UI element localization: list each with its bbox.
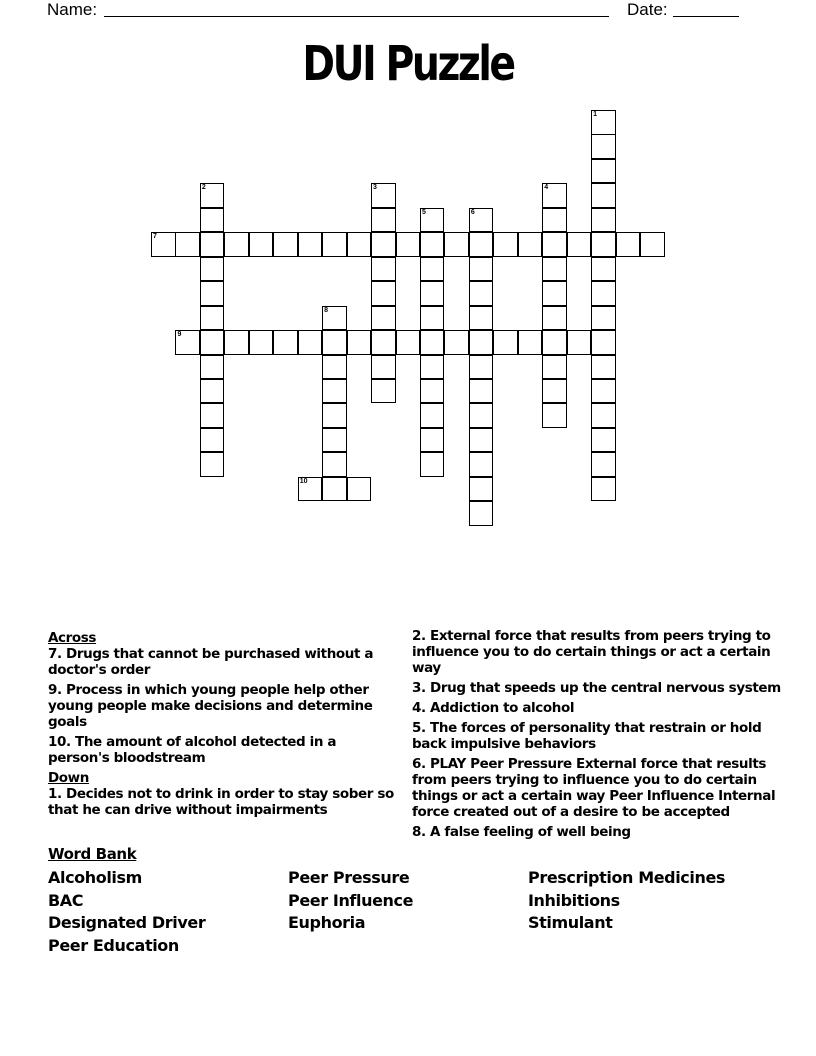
word-bank-item: Inhibitions <box>528 891 620 910</box>
grid-cell[interactable] <box>542 330 567 355</box>
grid-cell[interactable] <box>371 281 396 306</box>
grid-cell[interactable] <box>444 232 469 257</box>
clue-number: 8 <box>324 306 329 314</box>
grid-cell[interactable] <box>224 330 249 355</box>
word-bank-item: Peer Influence <box>288 891 414 910</box>
grid-cell[interactable] <box>640 232 665 257</box>
grid-cell[interactable] <box>200 306 225 331</box>
grid-cell[interactable] <box>224 232 249 257</box>
clue-number: 4 <box>544 184 549 192</box>
clue-down-1: 1. Decides not to drink in order to stay sober so that he can drive without impairments <box>48 786 394 818</box>
clues-right-column <box>412 628 782 844</box>
grid-cell[interactable] <box>347 330 372 355</box>
grid-cell[interactable] <box>542 281 567 306</box>
grid-cell[interactable] <box>469 477 494 502</box>
grid-cell[interactable] <box>420 379 445 404</box>
grid-cell[interactable] <box>200 208 225 233</box>
grid-cell[interactable] <box>200 403 225 428</box>
clue-across-9: 9. Process in which young people help other young people make decisions and determine goals <box>48 682 373 730</box>
word-bank-item: Alcoholism <box>48 868 142 887</box>
grid-cell[interactable] <box>518 330 543 355</box>
grid-cell[interactable] <box>371 232 396 257</box>
clue-number: 1 <box>593 111 597 118</box>
grid-cell[interactable] <box>200 355 225 380</box>
grid-cell[interactable] <box>542 355 567 380</box>
grid-cell[interactable] <box>273 232 298 257</box>
grid-cell[interactable] <box>591 306 616 331</box>
word-bank-item: Prescription Medicines <box>528 868 726 887</box>
grid-cell[interactable] <box>249 232 274 257</box>
clue-number: 7 <box>153 233 157 241</box>
grid-cell[interactable] <box>542 379 567 404</box>
grid-cell[interactable] <box>591 159 616 184</box>
clue-across-10: 10. The amount of alcohol detected in a person's bloodstream <box>48 734 337 766</box>
grid-cell[interactable] <box>469 403 494 428</box>
grid-cell[interactable] <box>469 208 494 233</box>
grid-cell[interactable] <box>175 232 200 257</box>
grid-cell[interactable] <box>322 477 347 502</box>
grid-cell[interactable] <box>420 257 445 282</box>
grid-cell[interactable] <box>542 183 567 208</box>
word-bank-item: Euphoria <box>288 913 366 932</box>
grid-cell[interactable] <box>371 257 396 282</box>
word-bank-item: Stimulant <box>528 913 613 932</box>
grid-cell[interactable] <box>493 232 518 257</box>
grid-cell[interactable] <box>542 257 567 282</box>
clue-number: 5 <box>421 208 426 216</box>
grid-cell[interactable] <box>396 330 421 355</box>
grid-cell[interactable] <box>469 306 494 331</box>
grid-cell[interactable] <box>567 232 592 257</box>
grid-cell[interactable] <box>322 403 347 428</box>
word-bank-item: BAC <box>48 891 84 910</box>
grid-cell[interactable] <box>542 306 567 331</box>
page-title: DUI Puzzle <box>302 36 514 92</box>
grid-cell[interactable] <box>200 379 225 404</box>
grid-cell[interactable] <box>298 232 323 257</box>
grid-cell[interactable] <box>420 355 445 380</box>
clue-number: 3 <box>373 184 377 192</box>
grid-cell[interactable] <box>591 232 616 257</box>
grid-cell[interactable] <box>469 257 494 282</box>
clue-down-4: 4. Addiction to alcohol <box>412 700 575 716</box>
grid-cell[interactable] <box>371 330 396 355</box>
clues-left-column <box>48 628 398 822</box>
clue-down-8: 8. A false feeling of well being <box>412 824 631 840</box>
grid-cell[interactable] <box>200 428 225 453</box>
grid-cell[interactable] <box>616 232 641 257</box>
grid-cell[interactable] <box>469 428 494 453</box>
grid-cell[interactable] <box>347 232 372 257</box>
word-bank-item: Designated Driver <box>48 913 206 932</box>
clue-down-3: 3. Drug that speeds up the central nervous system <box>412 680 781 696</box>
grid-cell[interactable] <box>591 379 616 404</box>
grid-cell[interactable] <box>591 257 616 282</box>
word-bank-item: Peer Pressure <box>288 868 410 887</box>
grid-cell[interactable] <box>396 232 421 257</box>
clue-down-2: 2. External force that results from peers trying to influence you to do certain things or act a certain way <box>412 628 771 676</box>
grid-cell[interactable] <box>322 330 347 355</box>
grid-cell[interactable] <box>420 428 445 453</box>
grid-cell[interactable] <box>322 306 347 331</box>
down-heading: Down <box>48 770 89 786</box>
grid-cell[interactable] <box>322 379 347 404</box>
grid-cell[interactable] <box>298 477 323 502</box>
grid-cell[interactable] <box>591 134 616 159</box>
grid-cell[interactable] <box>371 379 396 404</box>
grid-cell[interactable] <box>591 208 616 233</box>
grid-cell[interactable] <box>591 355 616 380</box>
grid-cell[interactable] <box>420 306 445 331</box>
grid-cell[interactable] <box>469 379 494 404</box>
grid-cell[interactable] <box>371 355 396 380</box>
clue-number: 6 <box>470 208 475 216</box>
grid-cell[interactable] <box>322 232 347 257</box>
grid-cell[interactable] <box>591 428 616 453</box>
grid-cell[interactable] <box>273 330 298 355</box>
grid-cell[interactable] <box>542 232 567 257</box>
grid-cell[interactable] <box>322 428 347 453</box>
grid-cell[interactable] <box>591 183 616 208</box>
grid-cell[interactable] <box>469 355 494 380</box>
word-bank-item: Peer Education <box>48 936 179 955</box>
grid-cell[interactable] <box>200 452 225 477</box>
grid-cell[interactable] <box>591 403 616 428</box>
grid-cell[interactable] <box>420 208 445 233</box>
clue-down-6: 6. PLAY Peer Pressure External force that results from peers trying to influence you to do certain things or act a certain way Peer Influence Internal force created out of a desire to be accepted <box>412 756 776 820</box>
grid-cell[interactable] <box>518 232 543 257</box>
grid-cell[interactable] <box>469 232 494 257</box>
grid-cell[interactable] <box>469 281 494 306</box>
grid-cell[interactable] <box>175 330 200 355</box>
grid-cell[interactable] <box>322 355 347 380</box>
grid-cell[interactable] <box>322 452 347 477</box>
grid-cell[interactable] <box>444 330 469 355</box>
grid-cell[interactable] <box>493 330 518 355</box>
grid-cell[interactable] <box>591 477 616 502</box>
grid-cell[interactable] <box>298 330 323 355</box>
grid-cell[interactable] <box>249 330 274 355</box>
clue-number: 2 <box>201 184 206 192</box>
grid-cell[interactable] <box>469 501 494 526</box>
grid-cell[interactable] <box>200 257 225 282</box>
grid-cell[interactable] <box>542 403 567 428</box>
grid-cell[interactable] <box>200 330 225 355</box>
grid-cell[interactable] <box>591 452 616 477</box>
grid-cell[interactable] <box>420 281 445 306</box>
clue-number: 9 <box>177 331 182 339</box>
grid-cell[interactable] <box>469 452 494 477</box>
name-label: Name: <box>47 0 98 19</box>
grid-cell[interactable] <box>420 232 445 257</box>
grid-cell[interactable] <box>469 330 494 355</box>
grid-cell[interactable] <box>371 306 396 331</box>
clue-across-7: 7. Drugs that cannot be purchased without a doctor's order <box>48 646 374 678</box>
clue-down-5: 5. The forces of personality that restrain or hold back impulsive behaviors <box>412 720 762 752</box>
grid-cell[interactable] <box>371 183 396 208</box>
across-heading: Across <box>48 630 97 646</box>
grid-cell[interactable] <box>200 232 225 257</box>
grid-cell[interactable] <box>591 330 616 355</box>
grid-cell[interactable] <box>591 110 616 135</box>
grid-cell[interactable] <box>200 281 225 306</box>
grid-cell[interactable] <box>347 477 372 502</box>
clue-number: 10 <box>299 477 308 485</box>
date-label: Date: <box>627 0 668 19</box>
grid-cell[interactable] <box>420 403 445 428</box>
grid-cell[interactable] <box>567 330 592 355</box>
grid-cell[interactable] <box>420 330 445 355</box>
grid-cell[interactable] <box>200 183 225 208</box>
grid-cell[interactable] <box>371 208 396 233</box>
grid-cell[interactable] <box>420 452 445 477</box>
grid-cell[interactable] <box>151 232 176 257</box>
grid-cell[interactable] <box>591 281 616 306</box>
word-bank-title: Word Bank <box>48 845 137 863</box>
grid-cell[interactable] <box>542 208 567 233</box>
